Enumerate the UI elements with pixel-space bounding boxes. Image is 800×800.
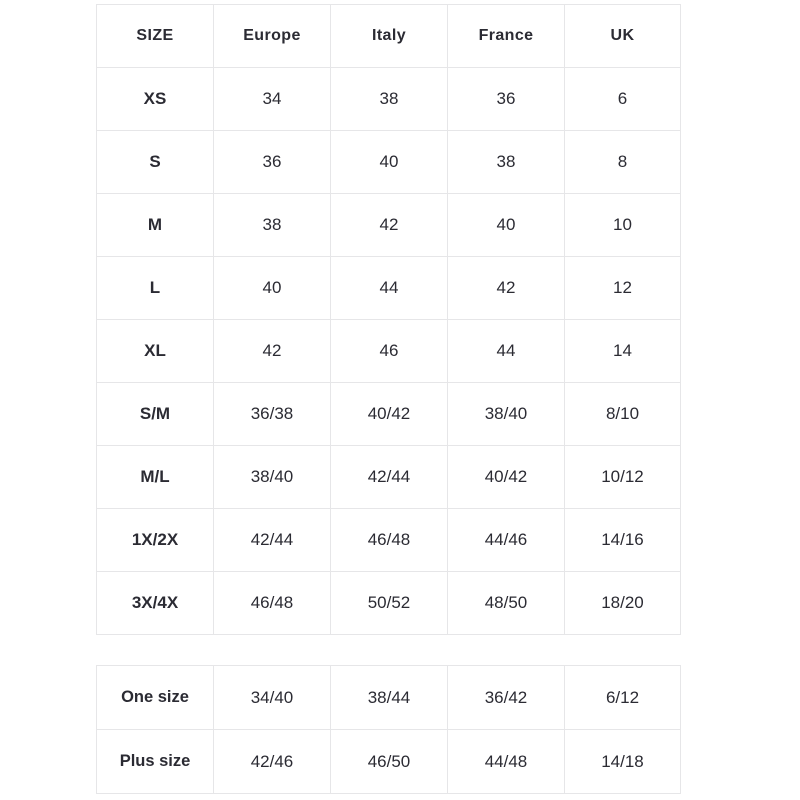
cell-europe: 34/40 bbox=[214, 666, 331, 730]
cell-uk: 14/16 bbox=[565, 509, 681, 572]
table-row bbox=[97, 131, 681, 194]
column-header-size: SIZE bbox=[97, 5, 214, 68]
table-row bbox=[97, 68, 681, 131]
row-label: M bbox=[97, 194, 214, 257]
column-header-france: France bbox=[448, 5, 565, 68]
cell-france: 44/46 bbox=[448, 509, 565, 572]
cell-italy: 38/44 bbox=[331, 666, 448, 730]
row-label: M/L bbox=[97, 446, 214, 509]
cell-uk: 14 bbox=[565, 320, 681, 383]
row-label: S bbox=[97, 131, 214, 194]
cell-uk: 6 bbox=[565, 68, 681, 131]
cell-italy: 42/44 bbox=[331, 446, 448, 509]
cell-italy: 46 bbox=[331, 320, 448, 383]
cell-europe: 42/46 bbox=[214, 730, 331, 794]
column-header-europe: Europe bbox=[214, 5, 331, 68]
cell-europe: 38/40 bbox=[214, 446, 331, 509]
size-conversion-table-container bbox=[96, 4, 680, 635]
cell-europe: 38 bbox=[214, 194, 331, 257]
cell-europe: 36 bbox=[214, 131, 331, 194]
cell-uk: 6/12 bbox=[565, 666, 681, 730]
table-row bbox=[97, 572, 681, 635]
cell-france: 38 bbox=[448, 131, 565, 194]
table-row bbox=[97, 383, 681, 446]
cell-uk: 8/10 bbox=[565, 383, 681, 446]
row-label: S/M bbox=[97, 383, 214, 446]
cell-italy: 40 bbox=[331, 131, 448, 194]
table-row bbox=[97, 320, 681, 383]
cell-france: 40 bbox=[448, 194, 565, 257]
row-label: 1X/2X bbox=[97, 509, 214, 572]
row-label: 3X/4X bbox=[97, 572, 214, 635]
table-row bbox=[97, 509, 681, 572]
cell-uk: 14/18 bbox=[565, 730, 681, 794]
table-header bbox=[97, 5, 681, 68]
cell-europe: 42/44 bbox=[214, 509, 331, 572]
cell-france: 44/48 bbox=[448, 730, 565, 794]
cell-italy: 44 bbox=[331, 257, 448, 320]
column-header-uk: UK bbox=[565, 5, 681, 68]
cell-uk: 18/20 bbox=[565, 572, 681, 635]
row-label: Plus size bbox=[97, 730, 214, 794]
cell-europe: 40 bbox=[214, 257, 331, 320]
cell-europe: 34 bbox=[214, 68, 331, 131]
row-label: XS bbox=[97, 68, 214, 131]
row-label: One size bbox=[97, 666, 214, 730]
cell-italy: 50/52 bbox=[331, 572, 448, 635]
table-header-row bbox=[97, 5, 681, 68]
cell-france: 38/40 bbox=[448, 383, 565, 446]
cell-uk: 10/12 bbox=[565, 446, 681, 509]
size-conversion-table bbox=[96, 4, 681, 635]
cell-italy: 46/48 bbox=[331, 509, 448, 572]
row-label: XL bbox=[97, 320, 214, 383]
cell-uk: 8 bbox=[565, 131, 681, 194]
table-body bbox=[97, 68, 681, 635]
table-body bbox=[97, 666, 681, 794]
row-label: L bbox=[97, 257, 214, 320]
cell-italy: 46/50 bbox=[331, 730, 448, 794]
table-row bbox=[97, 194, 681, 257]
cell-france: 48/50 bbox=[448, 572, 565, 635]
one-size-table bbox=[96, 665, 681, 794]
cell-france: 40/42 bbox=[448, 446, 565, 509]
cell-france: 42 bbox=[448, 257, 565, 320]
one-size-table-container bbox=[96, 665, 680, 794]
cell-france: 44 bbox=[448, 320, 565, 383]
table-row bbox=[97, 730, 681, 794]
cell-france: 36/42 bbox=[448, 666, 565, 730]
cell-uk: 12 bbox=[565, 257, 681, 320]
cell-france: 36 bbox=[448, 68, 565, 131]
table-row bbox=[97, 257, 681, 320]
cell-italy: 42 bbox=[331, 194, 448, 257]
cell-europe: 46/48 bbox=[214, 572, 331, 635]
cell-europe: 42 bbox=[214, 320, 331, 383]
cell-italy: 40/42 bbox=[331, 383, 448, 446]
table-row bbox=[97, 666, 681, 730]
cell-europe: 36/38 bbox=[214, 383, 331, 446]
cell-italy: 38 bbox=[331, 68, 448, 131]
table-row bbox=[97, 446, 681, 509]
cell-uk: 10 bbox=[565, 194, 681, 257]
column-header-italy: Italy bbox=[331, 5, 448, 68]
